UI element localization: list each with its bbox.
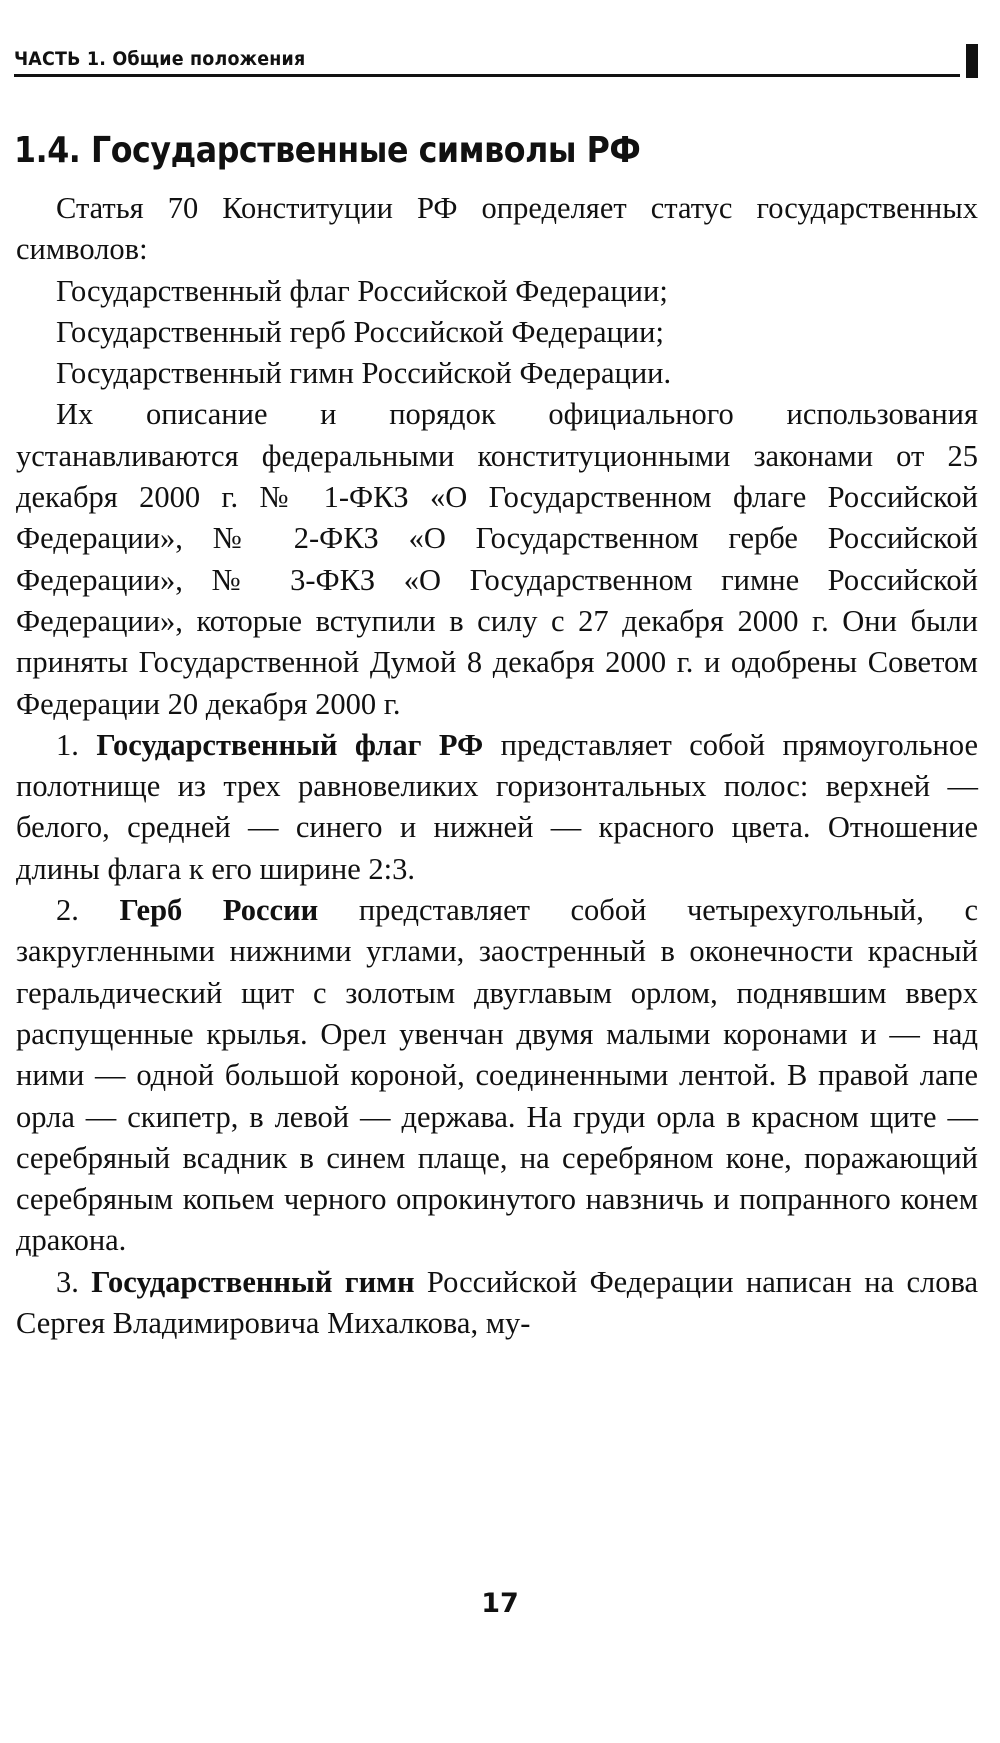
anthem-item-number: 3.: [56, 1264, 92, 1299]
coat-paragraph: [16, 890, 978, 1262]
anthem-description: Российской Федерации написан на слова Сергея Владимировича Михалкова, му-: [16, 1264, 978, 1341]
coat-description: представляет собой четырехугольный, с закругленными нижними углами, заостренный в оконечности красный геральдический щит с золотым двуглавым орлом, поднявшим вверх распущенные крылья. Орел увенчан двумя малыми коронами и — над ними — одной большой короной, соединенными лентой. В правой лапе орла — скипетр, в левой — держава. На груди орла в красном щите — серебряный всадник в синем плаще, на серебряном коне, поражающий серебряным копьем черного опрокинутого навзничь и попранного конем дракона.: [16, 893, 978, 1258]
running-header-title: ЧАСТЬ 1. Общие положения: [14, 48, 306, 70]
laws-paragraph: Их описание и порядок официального использования устанавливаются федеральными конституционными законами от 25 декабря 2000 г. № 1-ФКЗ «О Государственном флаге Российской Федерации», № 2-ФКЗ «О Государственном гербе Российской Федерации», № 3-ФКЗ «О Государственном гимне Российской Федерации», которые вступили в силу с 27 декабря 2000 г. Они были приняты Государственной Думой 8 декабря 2000 г. и одобрены Советом Федерации 20 декабря 2000 г.: [16, 397, 978, 721]
section-title: 1.4. Государственные символы РФ: [14, 130, 641, 171]
header-rule: [14, 74, 960, 77]
intro-paragraph: Статья 70 Конституции РФ определяет статус государственных символов:: [16, 191, 978, 267]
symbol-flag-line: Государственный флаг Российской Федерации;: [56, 273, 668, 308]
header-marker: [966, 44, 978, 78]
page-number: 17: [481, 1588, 519, 1619]
flag-item-number: 1.: [56, 727, 97, 762]
symbol-anthem-line: Государственный гимн Российской Федерации.: [56, 356, 672, 391]
body-text: [16, 188, 978, 1344]
anthem-term: Государственный гимн: [91, 1264, 415, 1299]
anthem-paragraph: [16, 1262, 978, 1345]
coat-term: Герб России: [119, 893, 319, 928]
coat-item-number: 2.: [56, 893, 120, 928]
flag-term: Государственный флаг РФ: [96, 727, 484, 762]
flag-paragraph: [16, 725, 978, 890]
running-header: [14, 44, 972, 84]
flag-description: представляет собой прямоугольное полотнище из трех равновеликих горизонтальных полос: верхней — белого, средней — синего и нижней — красного цвета. Отношение длины флага к его ширине 2:3.: [16, 727, 978, 886]
symbol-coat-line: Государственный герб Российской Федерации;: [56, 314, 664, 349]
